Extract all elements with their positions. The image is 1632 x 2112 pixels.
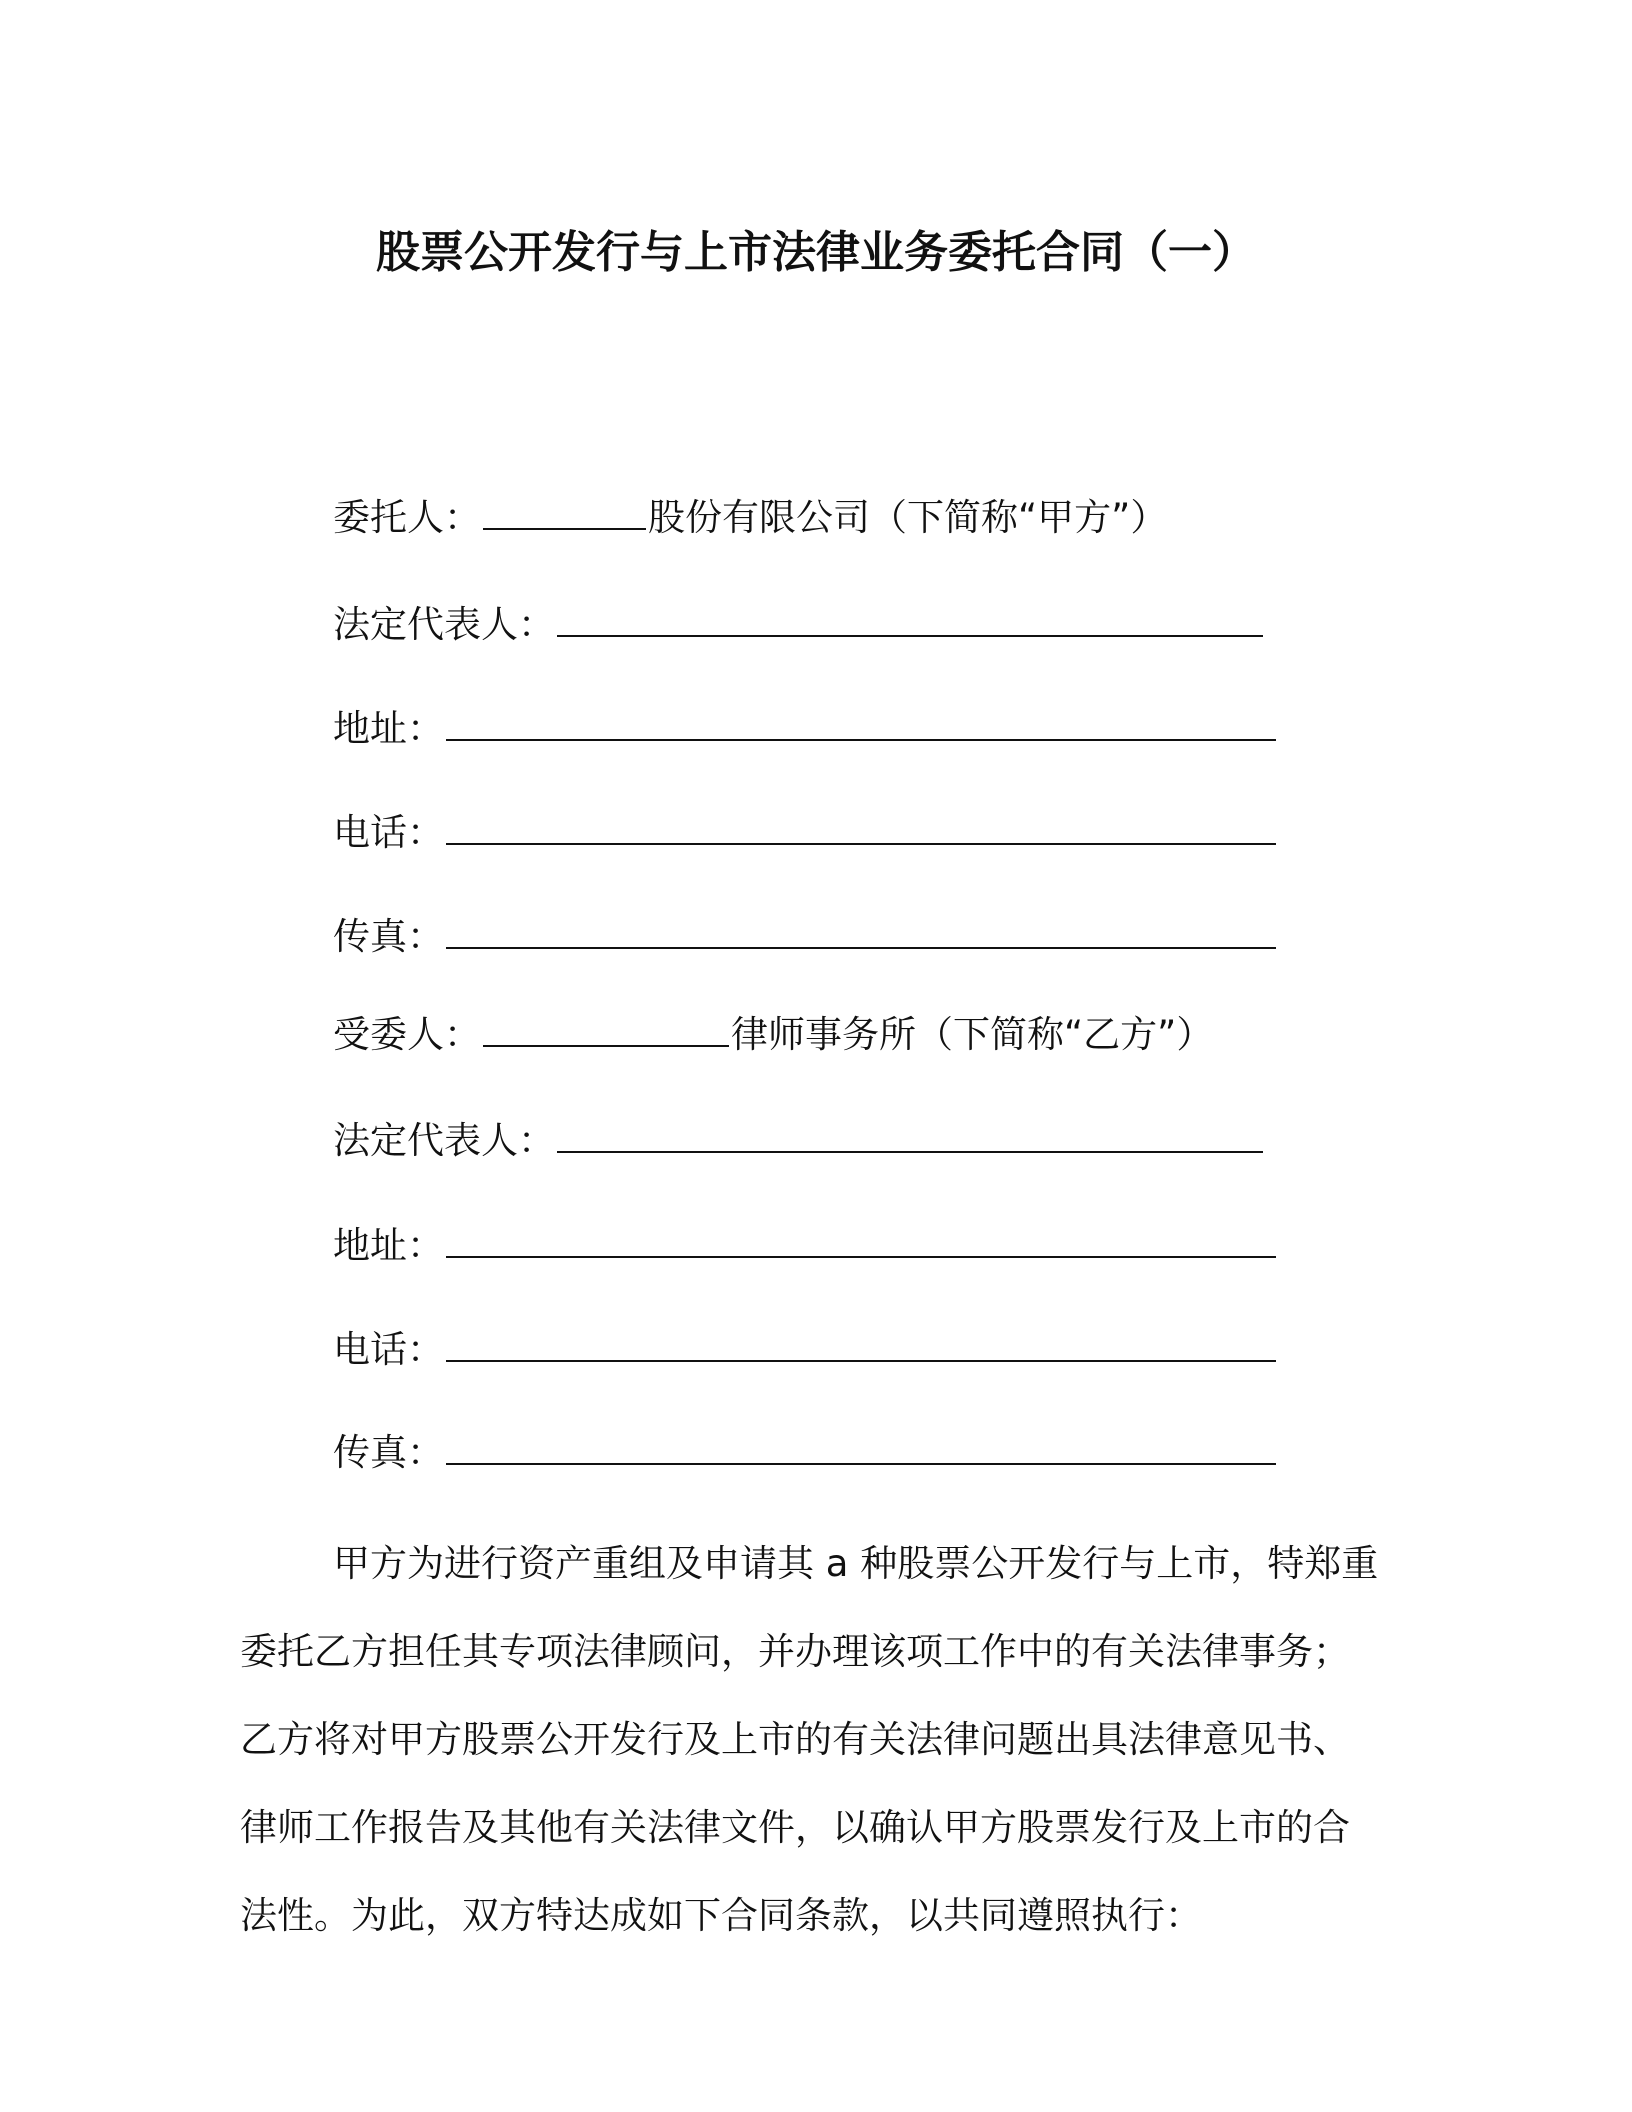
party-a-entrust-line <box>333 490 1167 546</box>
party-a-company-blank[interactable] <box>483 492 646 530</box>
party-b-firm-blank[interactable] <box>483 1009 729 1047</box>
party-a-fax-line <box>333 909 1278 965</box>
party-a-entrust-label: 委托人： <box>333 496 481 539</box>
party-a-address-line <box>333 701 1278 757</box>
party-a-phone-line <box>333 805 1278 861</box>
party-b-fax-line <box>333 1425 1278 1481</box>
party-b-phone-blank[interactable] <box>446 1324 1276 1362</box>
preamble-line: 乙方将对甲方股票公开发行及上市的有关法律问题出具法律意见书、 <box>240 1718 1350 1761</box>
party-a-address-label: 地址： <box>333 707 444 750</box>
party-a-fax-label: 传真： <box>333 915 444 958</box>
party-b-entrust-label: 受委人： <box>333 1013 481 1056</box>
preamble-line: 法性。为此，双方特达成如下合同条款，以共同遵照执行： <box>240 1894 1202 1937</box>
party-a-fax-blank[interactable] <box>446 911 1276 949</box>
preamble-line: 律师工作报告及其他有关法律文件，以确认甲方股票发行及上市的合 <box>240 1806 1350 1849</box>
party-a-phone-blank[interactable] <box>446 807 1276 845</box>
party-b-address-blank[interactable] <box>446 1220 1276 1258</box>
party-a-legal-rep-blank[interactable] <box>557 599 1263 637</box>
party-b-fax-label: 传真： <box>333 1431 444 1474</box>
party-b-address-label: 地址： <box>333 1224 444 1267</box>
party-b-entrust-line <box>333 1007 1213 1063</box>
party-b-entrust-suffix: 律师事务所（下简称“乙方”） <box>731 1013 1214 1056</box>
party-a-legal-rep-label: 法定代表人： <box>333 603 555 646</box>
preamble-paragraph <box>240 1520 1380 1960</box>
party-b-legal-rep-line <box>333 1113 1265 1169</box>
party-b-phone-line <box>333 1322 1278 1378</box>
party-b-fax-blank[interactable] <box>446 1427 1276 1465</box>
party-a-address-blank[interactable] <box>446 703 1276 741</box>
party-a-legal-rep-line <box>333 597 1265 653</box>
party-a-phone-label: 电话： <box>333 811 444 854</box>
preamble-line: 甲方为进行资产重组及申请其 a 种股票公开发行与上市，特郑重 <box>333 1542 1379 1585</box>
contract-title: 股票公开发行与上市法律业务委托合同（一） <box>376 227 1256 278</box>
party-b-address-line <box>333 1218 1278 1274</box>
party-b-legal-rep-label: 法定代表人： <box>333 1119 555 1162</box>
party-b-legal-rep-blank[interactable] <box>557 1115 1263 1153</box>
party-b-phone-label: 电话： <box>333 1328 444 1371</box>
party-a-entrust-suffix: 股份有限公司（下简称“甲方”） <box>648 496 1168 539</box>
preamble-line: 委托乙方担任其专项法律顾问，并办理该项工作中的有关法律事务； <box>240 1630 1350 1673</box>
